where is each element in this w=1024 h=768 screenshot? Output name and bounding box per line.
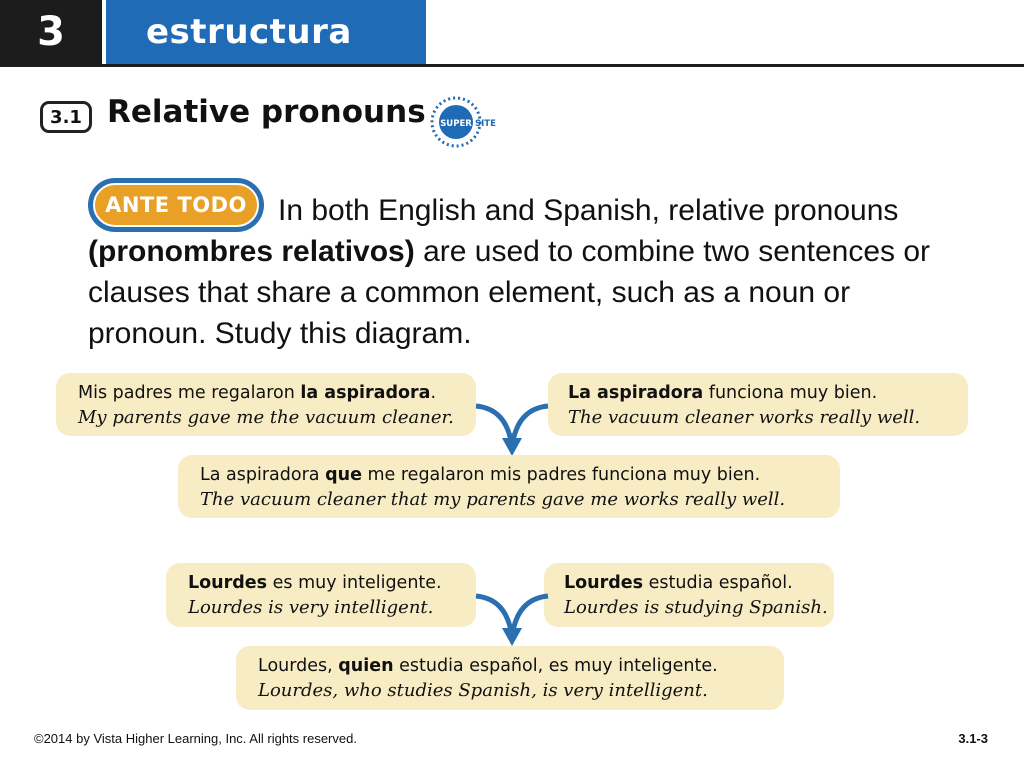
bold-noun: Lourdes [188,573,268,593]
section-title: Relative pronouns [107,94,426,130]
chapter-title: estructura [106,0,426,64]
diagram2-right-box: Lourdes estudia español. Lourdes is studying Spanish. [544,563,834,627]
relative-pronoun: quien [338,656,394,676]
diagram1-right-translation: The vacuum cleaner works really well. [568,407,921,428]
bold-noun: la aspiradora [300,383,431,403]
diagram1-right-box: La aspiradora funciona muy bien. The vacuum cleaner works really well. [548,373,968,436]
diagram1-combined-translation: The vacuum cleaner that my parents gave me works really well. [200,489,786,510]
chapter-number: 3 [0,0,102,64]
diagram1-left-box: Mis padres me regalaron la aspiradora. My parents gave me the vacuum cleaner. [56,373,476,436]
diagram2-right-translation: Lourdes is studying Spanish. [564,597,828,618]
supersite-icon[interactable] [428,95,508,151]
bold-noun: Lourdes [564,573,644,593]
merge-arrow-icon [474,592,550,648]
header-divider [0,64,1024,67]
slide-number: 3.1-3 [958,731,988,746]
diagram1-combined-box: La aspiradora que me regalaron mis padres funciona muy bien. The vacuum cleaner that my parents gave me works really well. [178,455,840,518]
ante-todo-label: ANTE TODO [93,183,259,227]
intro-paragraph [88,190,968,354]
bold-noun: La aspiradora [568,383,704,403]
supersite-label: SUPERSITE [428,95,434,96]
intro-text-before: In both English and Spanish, relative pronouns [278,194,899,227]
diagram2-combined-box: Lourdes, quien estudia español, es muy inteligente. Lourdes, who studies Spanish, is very intelligent. [236,646,784,710]
svg-text:SUPER: SUPER [440,119,472,129]
diagram2-left-box: Lourdes es muy inteligente. Lourdes is very intelligent. [166,563,476,627]
intro-bold-term: (pronombres relativos) [88,235,415,268]
relative-pronoun: que [325,465,362,485]
diagram1-left-translation: My parents gave me the vacuum cleaner. [78,407,454,428]
diagram2-combined-translation: Lourdes, who studies Spanish, is very intelligent. [258,680,708,701]
diagram2-left-translation: Lourdes is very intelligent. [188,597,434,618]
intro-text-after: are used to combine two sentences or clauses that share a common element, such as a noun or pronoun. Study this diagram. [88,235,931,350]
section-number-badge: 3.1 [40,101,92,133]
svg-text:SITE: SITE [475,119,496,129]
merge-arrow-icon [474,402,550,458]
copyright-notice: ©2014 by Vista Higher Learning, Inc. All rights reserved. [34,731,357,746]
